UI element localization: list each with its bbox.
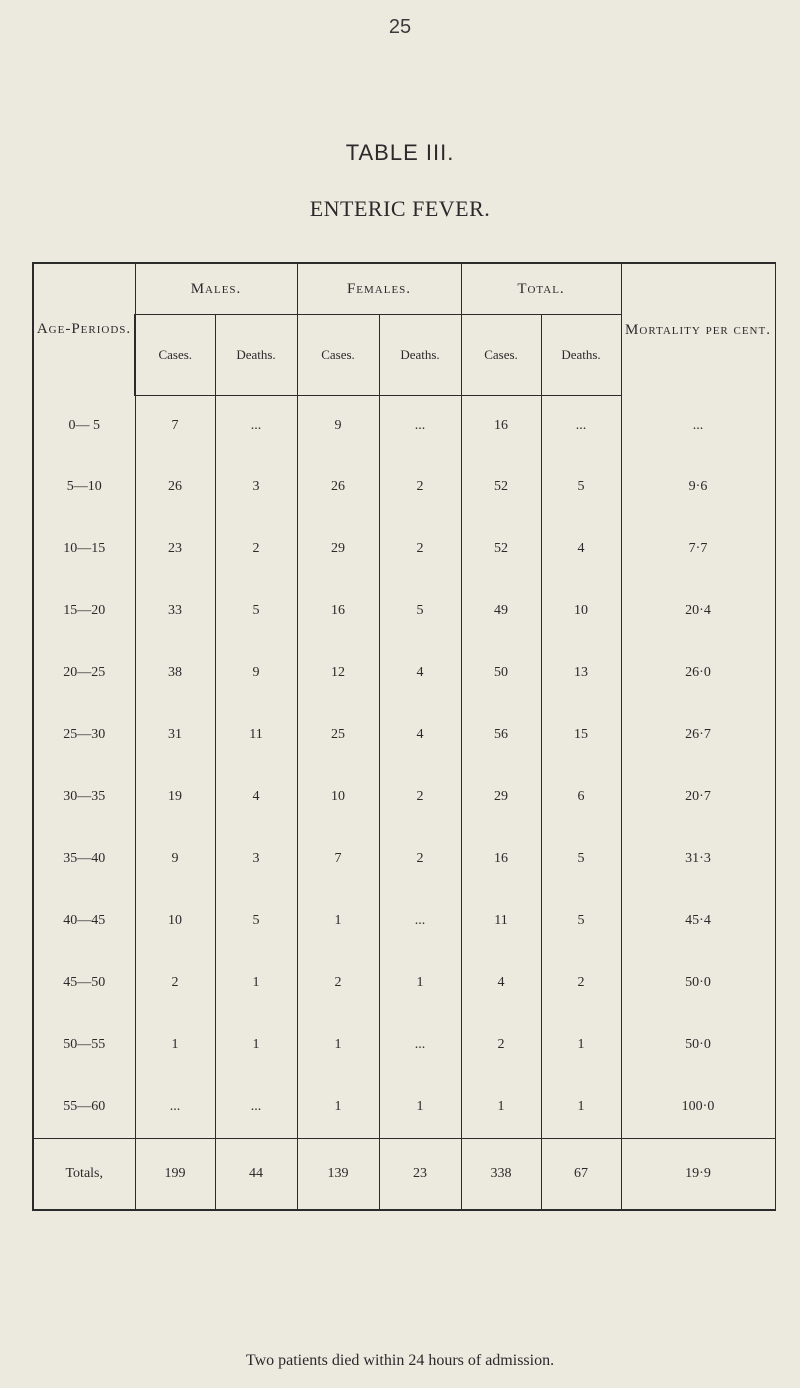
totals-row <box>33 1139 775 1211</box>
header-females-deaths: Deaths. <box>379 315 461 396</box>
table-cell: 10 <box>541 580 621 642</box>
table-cell: 15 <box>541 704 621 766</box>
table-cell: 1 <box>215 952 297 1014</box>
table-cell: 13 <box>541 642 621 704</box>
header-males: Males. <box>135 263 297 315</box>
table-cell: 19·9 <box>621 1139 775 1211</box>
table-cell: 5 <box>541 456 621 518</box>
table-cell: 50·0 <box>621 952 775 1014</box>
table-cell: 30—35 <box>33 766 135 828</box>
table-cell: 0— 5 <box>33 396 135 457</box>
table-cell: 20—25 <box>33 642 135 704</box>
table-cell: 16 <box>461 828 541 890</box>
table-cell: 16 <box>461 396 541 457</box>
table-row <box>33 704 775 766</box>
table-cell: 2 <box>297 952 379 1014</box>
table-cell: 52 <box>461 518 541 580</box>
table-cell: 2 <box>461 1014 541 1076</box>
table-cell: 20·4 <box>621 580 775 642</box>
table-row <box>33 828 775 890</box>
table-cell: 67 <box>541 1139 621 1211</box>
table-cell: 1 <box>541 1076 621 1139</box>
table-cell: 9 <box>135 828 215 890</box>
table-cell: 2 <box>379 518 461 580</box>
table-row <box>33 396 775 457</box>
table-cell: 4 <box>461 952 541 1014</box>
table-cell: 9·6 <box>621 456 775 518</box>
table-cell: 15—20 <box>33 580 135 642</box>
table-cell: 2 <box>379 456 461 518</box>
table-cell: Totals, <box>33 1139 135 1211</box>
table-cell: 38 <box>135 642 215 704</box>
table-cell: 2 <box>379 766 461 828</box>
table-cell: 9 <box>215 642 297 704</box>
header-total-deaths: Deaths. <box>541 315 621 396</box>
table-subtitle: ENTERIC FEVER. <box>309 196 491 221</box>
header-total-cases: Cases. <box>461 315 541 396</box>
table-row <box>33 518 775 580</box>
table-cell: ... <box>379 396 461 457</box>
table-cell: 1 <box>541 1014 621 1076</box>
table-cell: 10 <box>297 766 379 828</box>
table-cell: 26 <box>297 456 379 518</box>
table-cell: 16 <box>297 580 379 642</box>
table-cell: ... <box>215 396 297 457</box>
table-cell: 11 <box>215 704 297 766</box>
table-row <box>33 1014 775 1076</box>
table-cell: 9 <box>297 396 379 457</box>
table-cell: 45—50 <box>33 952 135 1014</box>
table-cell: ... <box>135 1076 215 1139</box>
enteric-fever-table <box>32 262 776 1211</box>
table-cell: ... <box>215 1076 297 1139</box>
table-cell: 49 <box>461 580 541 642</box>
page-number: 25 <box>388 16 412 38</box>
table-cell: 2 <box>541 952 621 1014</box>
table-cell: 26 <box>135 456 215 518</box>
table-cell: 23 <box>379 1139 461 1211</box>
header-males-deaths: Deaths. <box>215 315 297 396</box>
table-cell: 5 <box>379 580 461 642</box>
table-cell: 29 <box>297 518 379 580</box>
table-row <box>33 642 775 704</box>
table-cell: 33 <box>135 580 215 642</box>
table-cell: 1 <box>297 890 379 952</box>
table-cell: 5 <box>215 890 297 952</box>
table-cell: ... <box>379 890 461 952</box>
table-cell: ... <box>379 1014 461 1076</box>
table-cell: 1 <box>461 1076 541 1139</box>
table-cell: 52 <box>461 456 541 518</box>
table-cell: 338 <box>461 1139 541 1211</box>
table-cell: 4 <box>379 642 461 704</box>
table-row <box>33 1076 775 1139</box>
table-cell: 50—55 <box>33 1014 135 1076</box>
table-cell: 45·4 <box>621 890 775 952</box>
table-cell: 1 <box>297 1014 379 1076</box>
table-cell: 7 <box>135 396 215 457</box>
table-cell: 26·7 <box>621 704 775 766</box>
table-cell: 19 <box>135 766 215 828</box>
header-males-cases: Cases. <box>135 315 215 396</box>
table-cell: 10 <box>135 890 215 952</box>
table-title: TABLE III. <box>345 140 455 165</box>
table-cell: 20·7 <box>621 766 775 828</box>
table-cell: 5 <box>541 890 621 952</box>
table-cell: 26·0 <box>621 642 775 704</box>
table-cell: 2 <box>135 952 215 1014</box>
table-cell: 25—30 <box>33 704 135 766</box>
table-cell: 35—40 <box>33 828 135 890</box>
table-cell: 12 <box>297 642 379 704</box>
table-cell: 55—60 <box>33 1076 135 1139</box>
table-cell: 100·0 <box>621 1076 775 1139</box>
table-cell: 31 <box>135 704 215 766</box>
table-row <box>33 456 775 518</box>
table-cell: 4 <box>215 766 297 828</box>
table-row <box>33 890 775 952</box>
table-cell: 40—45 <box>33 890 135 952</box>
header-females: Females. <box>297 263 461 315</box>
header-mortality: Mortality per cent. <box>621 263 775 396</box>
table-cell: 1 <box>379 1076 461 1139</box>
table-cell: 7 <box>297 828 379 890</box>
table-cell: 50·0 <box>621 1014 775 1076</box>
table-cell: 1 <box>215 1014 297 1076</box>
header-age-periods: Age-Periods. <box>33 263 135 396</box>
table-cell: 10—15 <box>33 518 135 580</box>
table-cell: 2 <box>215 518 297 580</box>
table-cell: 25 <box>297 704 379 766</box>
table-cell: 11 <box>461 890 541 952</box>
table-cell: 3 <box>215 456 297 518</box>
table-cell: 1 <box>297 1076 379 1139</box>
table-cell: 5—10 <box>33 456 135 518</box>
table-cell: 4 <box>541 518 621 580</box>
table-row <box>33 580 775 642</box>
table-cell: 23 <box>135 518 215 580</box>
table-row <box>33 766 775 828</box>
table-cell: 50 <box>461 642 541 704</box>
table-cell: 56 <box>461 704 541 766</box>
table-cell: 6 <box>541 766 621 828</box>
table-cell: 5 <box>215 580 297 642</box>
table-cell: 31·3 <box>621 828 775 890</box>
table-cell: 3 <box>215 828 297 890</box>
table-cell: 7·7 <box>621 518 775 580</box>
table-cell: 2 <box>379 828 461 890</box>
table-cell: 139 <box>297 1139 379 1211</box>
table-cell: 29 <box>461 766 541 828</box>
table-cell: 1 <box>135 1014 215 1076</box>
table-cell: 1 <box>379 952 461 1014</box>
table-cell: 4 <box>379 704 461 766</box>
table-cell: ... <box>541 396 621 457</box>
table-cell: 5 <box>541 828 621 890</box>
header-females-cases: Cases. <box>297 315 379 396</box>
footnote: Two patients died within 24 hours of admission. <box>245 1352 555 1369</box>
table-row <box>33 952 775 1014</box>
table-cell: 44 <box>215 1139 297 1211</box>
header-total: Total. <box>461 263 621 315</box>
table-cell: ... <box>621 396 775 457</box>
table-cell: 199 <box>135 1139 215 1211</box>
